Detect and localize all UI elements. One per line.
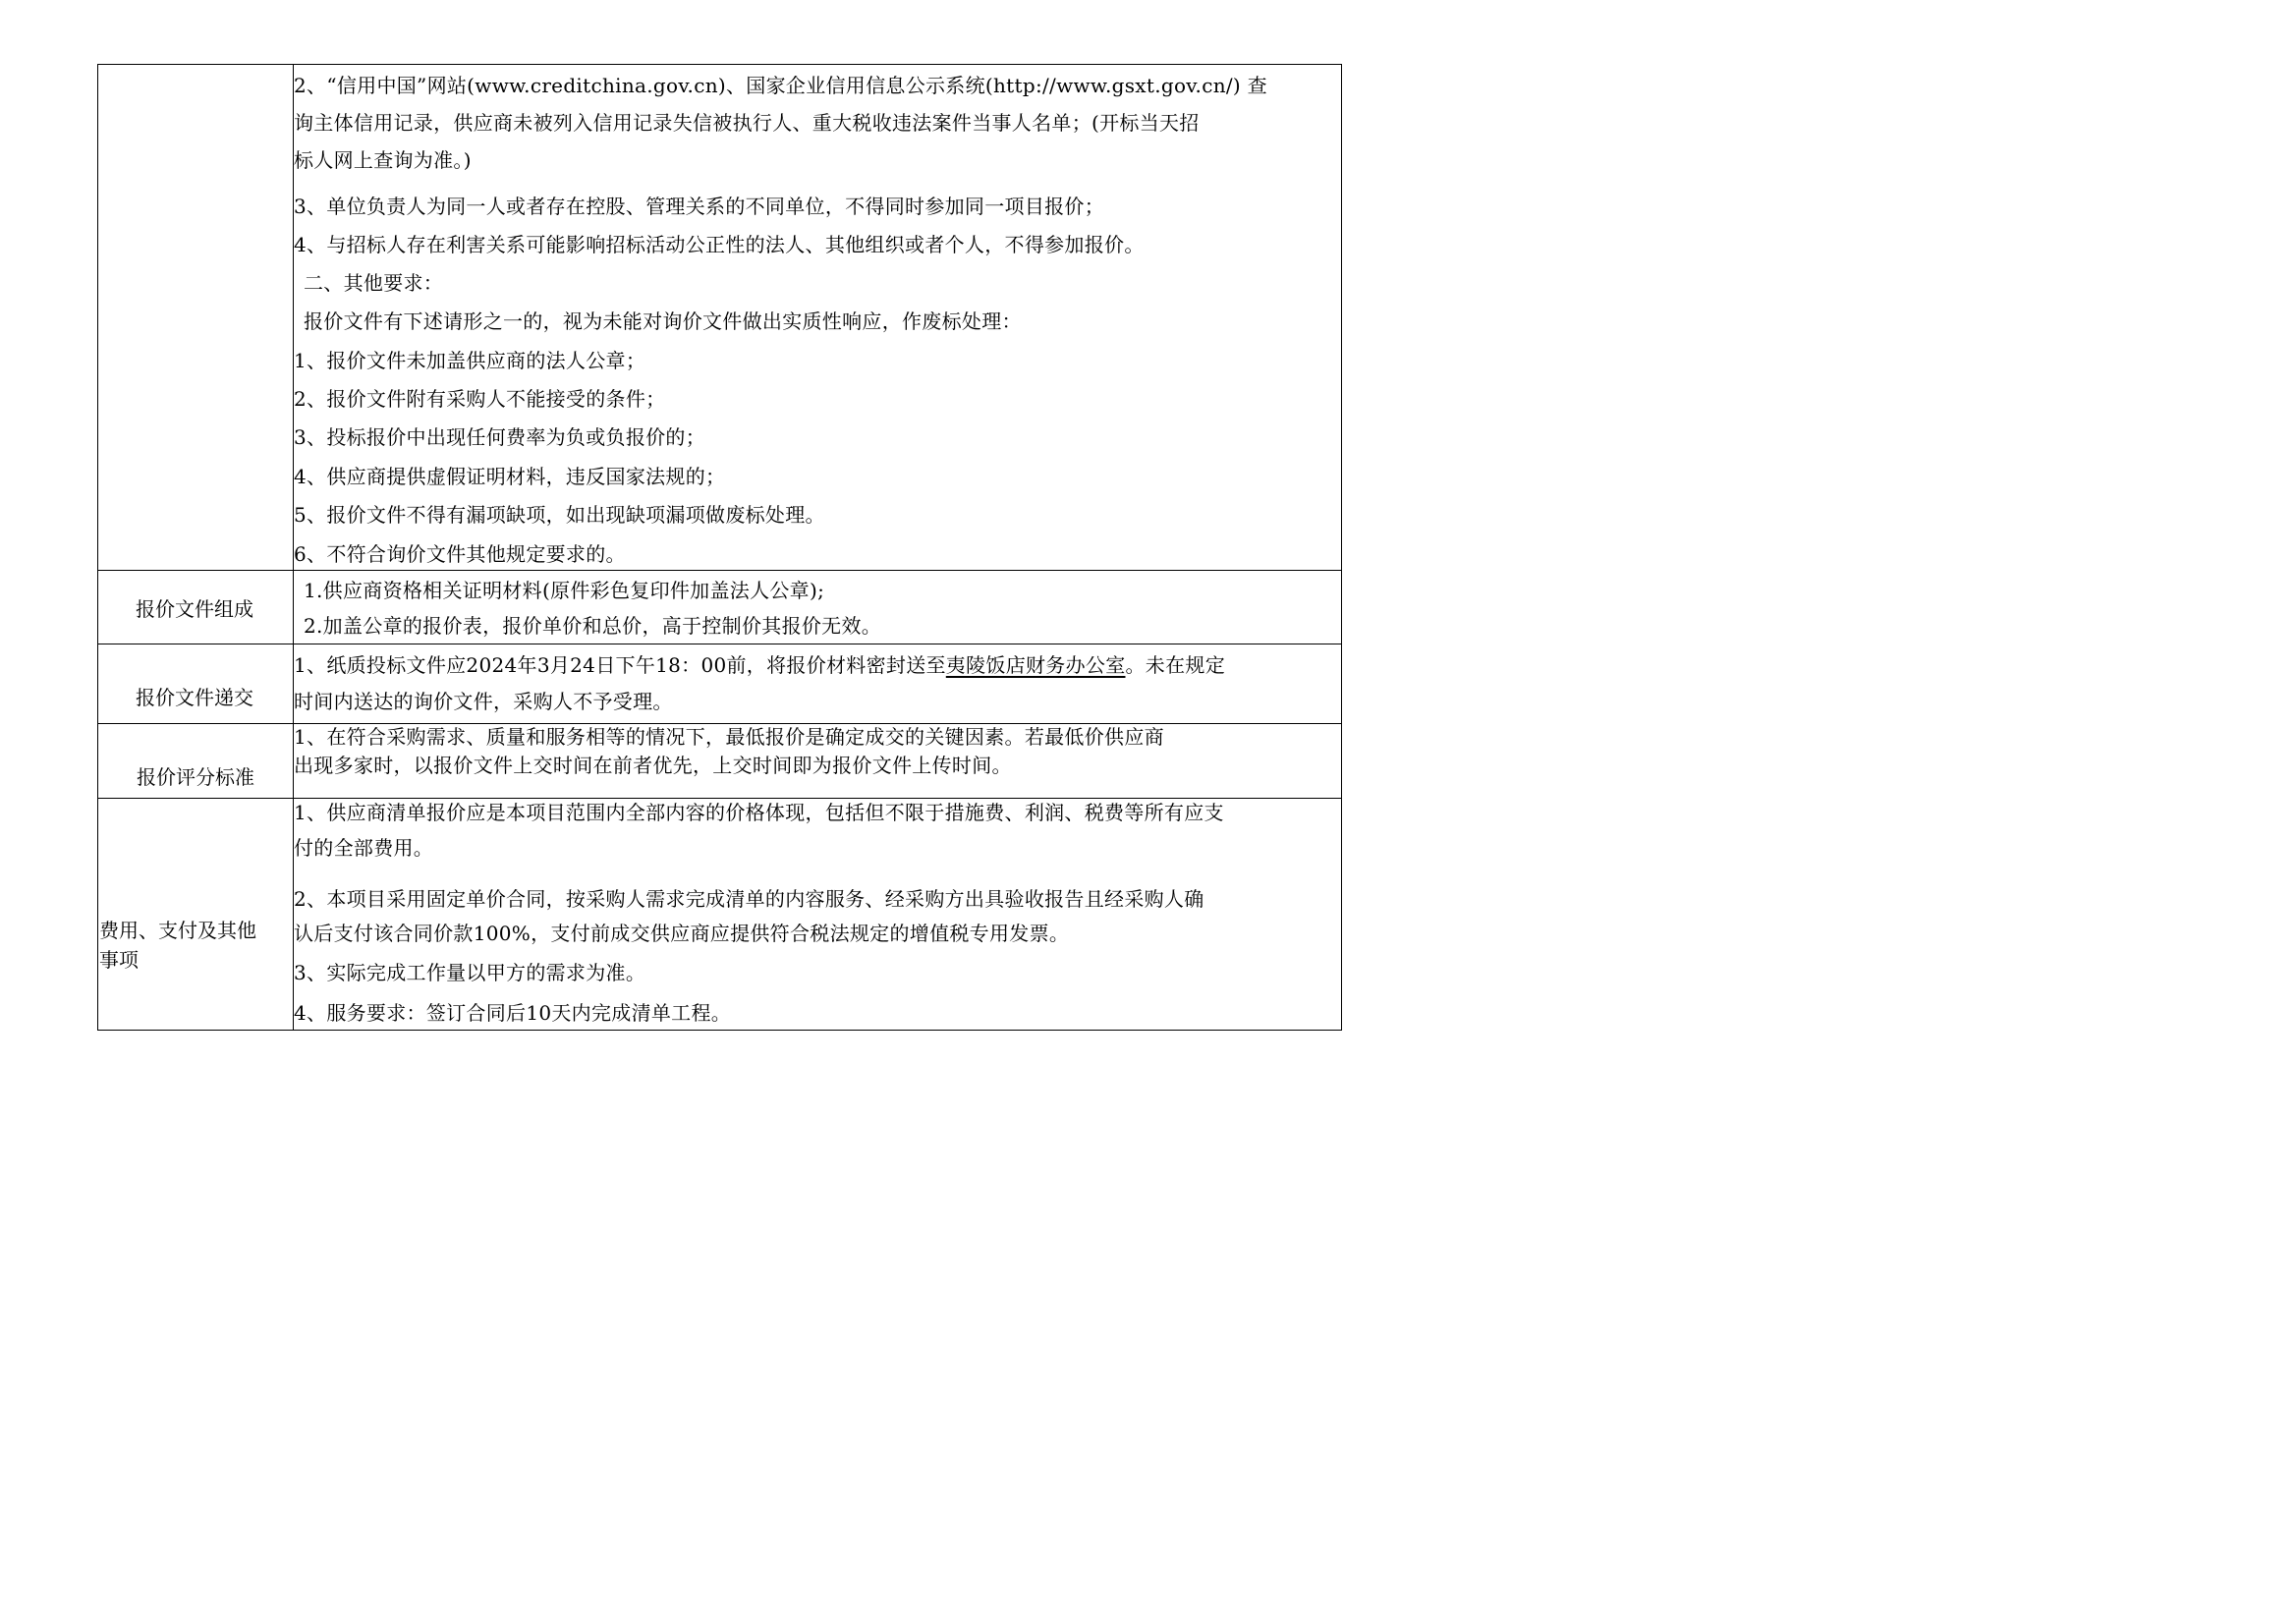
content-line: 时间内送达的询价文件，采购人不予受理。 <box>294 690 673 713</box>
content-line: 出现多家时，以报价文件上交时间在前者优先，上交时间即为报价文件上传时间。 <box>294 754 1012 777</box>
delivery-location: 夷陵饭店财务办公室 <box>945 653 1126 677</box>
row-label: 费用、支付及其他 <box>99 919 256 942</box>
content-line: 4、供应商提供虚假证明材料，违反国家法规的； <box>294 465 726 488</box>
content-line: 付的全部费用。 <box>294 836 434 860</box>
requirements-table <box>0 0 1532 1084</box>
content-line: 5、报价文件不得有漏项缺项，如出现缺项漏项做废标处理。 <box>294 503 825 527</box>
content-line: 2、本项目采用固定单价合同，按采购人需求完成清单的内容服务、经采购方出具验收报告且经采购人确 <box>294 887 1204 911</box>
content-line: 2.加盖公章的报价表，报价单价和总价，高于控制价其报价无效。 <box>304 614 882 638</box>
section-heading: 二、其他要求： <box>304 271 444 295</box>
content-line: 4、与招标人存在利害关系可能影响招标活动公正性的法人、其他组织或者个人，不得参加报价。 <box>294 233 1145 256</box>
content-line: 3、单位负责人为同一人或者存在控股、管理关系的不同单位，不得同时参加同一项目报价； <box>294 195 1105 218</box>
content-line: 6、不符合询价文件其他规定要求的。 <box>294 542 626 566</box>
row-label: 报价评分标准 <box>137 765 254 789</box>
content-line: 2、报价文件附有采购人不能接受的条件； <box>294 387 666 411</box>
row-divider <box>97 798 1342 799</box>
submission-text: 。未在规定 <box>1125 653 1225 677</box>
table-border-right <box>1341 64 1342 1030</box>
content-line <box>294 652 1225 678</box>
content-line: 报价文件有下述请形之一的，视为未能对询价文件做出实质性响应，作废标处理： <box>304 309 1022 333</box>
content-line: 1、在符合采购需求、质量和服务相等的情况下，最低报价是确定成交的关键因素。若最低价供应商 <box>294 725 1164 749</box>
content-line: 3、实际完成工作量以甲方的需求为准。 <box>294 961 646 984</box>
row-label: 报价文件组成 <box>136 597 253 621</box>
content-line: 2、“信用中国”网站(www.creditchina.gov.cn)、国家企业信用信息公示系统(http://www.gsxt.gov.cn/) 查 <box>294 74 1267 97</box>
content-line: 询主体信用记录，供应商未被列入信用记录失信被执行人、重大税收违法案件当事人名单；(开标当天招 <box>294 111 1200 135</box>
table-border-bottom <box>97 1030 1342 1031</box>
row-divider <box>97 570 1342 571</box>
content-line: 1、供应商清单报价应是本项目范围内全部内容的价格体现，包括但不限于措施费、利润、税费等所有应支 <box>294 801 1224 824</box>
row-label: 事项 <box>99 948 139 972</box>
content-line: 4、服务要求：签订合同后10天内完成清单工程。 <box>294 1001 732 1025</box>
content-line: 3、投标报价中出现任何费率为负或负报价的； <box>294 425 706 449</box>
submission-text: 1、纸质投标文件应2024年3月24日下午18：00前，将报价材料密封送至 <box>294 653 946 677</box>
content-line: 1.供应商资格相关证明材料(原件彩色复印件加盖法人公章); <box>304 579 825 602</box>
content-line: 认后支付该合同价款100%，支付前成交供应商应提供符合税法规定的增值税专用发票。 <box>294 922 1070 945</box>
row-label: 报价文件递交 <box>136 686 253 709</box>
content-line: 1、报价文件未加盖供应商的法人公章； <box>294 349 646 372</box>
table-border-left <box>97 64 98 1030</box>
table-border-top <box>97 64 1342 65</box>
content-line: 标人网上查询为准。) <box>294 148 472 172</box>
